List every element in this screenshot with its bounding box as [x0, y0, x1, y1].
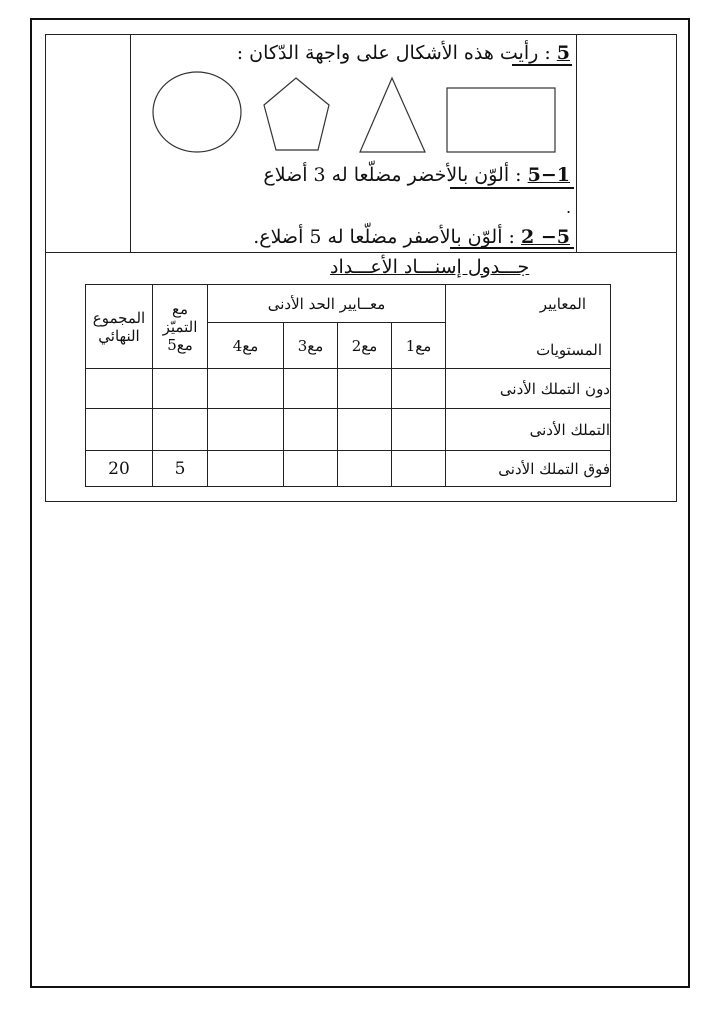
- excellence-cell[interactable]: 5: [153, 451, 208, 487]
- criterion-4-header: مع4: [208, 323, 284, 369]
- score-cell[interactable]: [392, 451, 446, 487]
- score-cell[interactable]: [338, 409, 392, 451]
- score-cell[interactable]: [338, 369, 392, 409]
- score-cell[interactable]: [208, 409, 284, 451]
- score-cell[interactable]: [208, 451, 284, 487]
- score-cell[interactable]: [208, 369, 284, 409]
- score-cell[interactable]: [284, 451, 338, 487]
- subquestion-2-prefix: 5− 2: [520, 226, 570, 248]
- question-underline: [512, 64, 572, 66]
- grading-table: [85, 284, 611, 487]
- shapes-figure: [140, 70, 560, 160]
- subquestion-1-prefix: 5−1: [527, 164, 570, 186]
- score-cell[interactable]: [392, 409, 446, 451]
- total-cell[interactable]: [86, 409, 153, 451]
- circle-shape[interactable]: [153, 72, 241, 152]
- criteria-levels-header: المعايير المستويات: [446, 285, 611, 369]
- subquestion-1-underline: [450, 187, 574, 189]
- stray-dot: .: [566, 198, 572, 217]
- score-cell[interactable]: [284, 409, 338, 451]
- subquestion-2-text: : ألوّن بالأصفر مضلّعا له 5 أضلاع.: [253, 226, 515, 248]
- triangle-shape[interactable]: [360, 78, 425, 152]
- section-divider: [45, 252, 677, 253]
- subquestion-1-text: : ألوّن بالأخضر مضلّعا له 3 أضلاع: [263, 164, 522, 186]
- grading-table-title: جـــدول إسنـــاد الأعـــداد: [330, 256, 530, 278]
- excellence-cell[interactable]: [153, 409, 208, 451]
- right-margin-line: [576, 34, 577, 252]
- total-cell[interactable]: 20: [86, 451, 153, 487]
- criterion-1-header: مع1: [392, 323, 446, 369]
- criterion-2-header: مع2: [338, 323, 392, 369]
- total-cell[interactable]: [86, 369, 153, 409]
- question-number: 5: [556, 42, 570, 64]
- level-label: دون التملك الأدنى: [446, 369, 611, 409]
- excellence-cell[interactable]: [153, 369, 208, 409]
- question-prompt: [237, 42, 570, 64]
- score-cell[interactable]: [392, 369, 446, 409]
- subquestion-2: [253, 226, 570, 248]
- score-cell[interactable]: [284, 369, 338, 409]
- criterion-3-header: مع3: [284, 323, 338, 369]
- level-label: التملك الأدنى: [446, 409, 611, 451]
- level-label: فوق التملك الأدنى: [446, 451, 611, 487]
- min-criteria-header: معــايير الحد الأدنى: [208, 285, 446, 323]
- excellence-header: مع التميّز مع5: [153, 285, 208, 369]
- total-header: المجموع النهائي: [86, 285, 153, 369]
- left-margin-line: [130, 34, 131, 252]
- question-prompt-text: : رأيت هذه الأشكال على واجهة الدّكان :: [236, 42, 551, 64]
- score-cell[interactable]: [338, 451, 392, 487]
- subquestion-2-underline: [450, 247, 574, 249]
- subquestion-1: [263, 164, 570, 186]
- rectangle-shape[interactable]: [447, 88, 555, 152]
- pentagon-shape[interactable]: [264, 78, 329, 150]
